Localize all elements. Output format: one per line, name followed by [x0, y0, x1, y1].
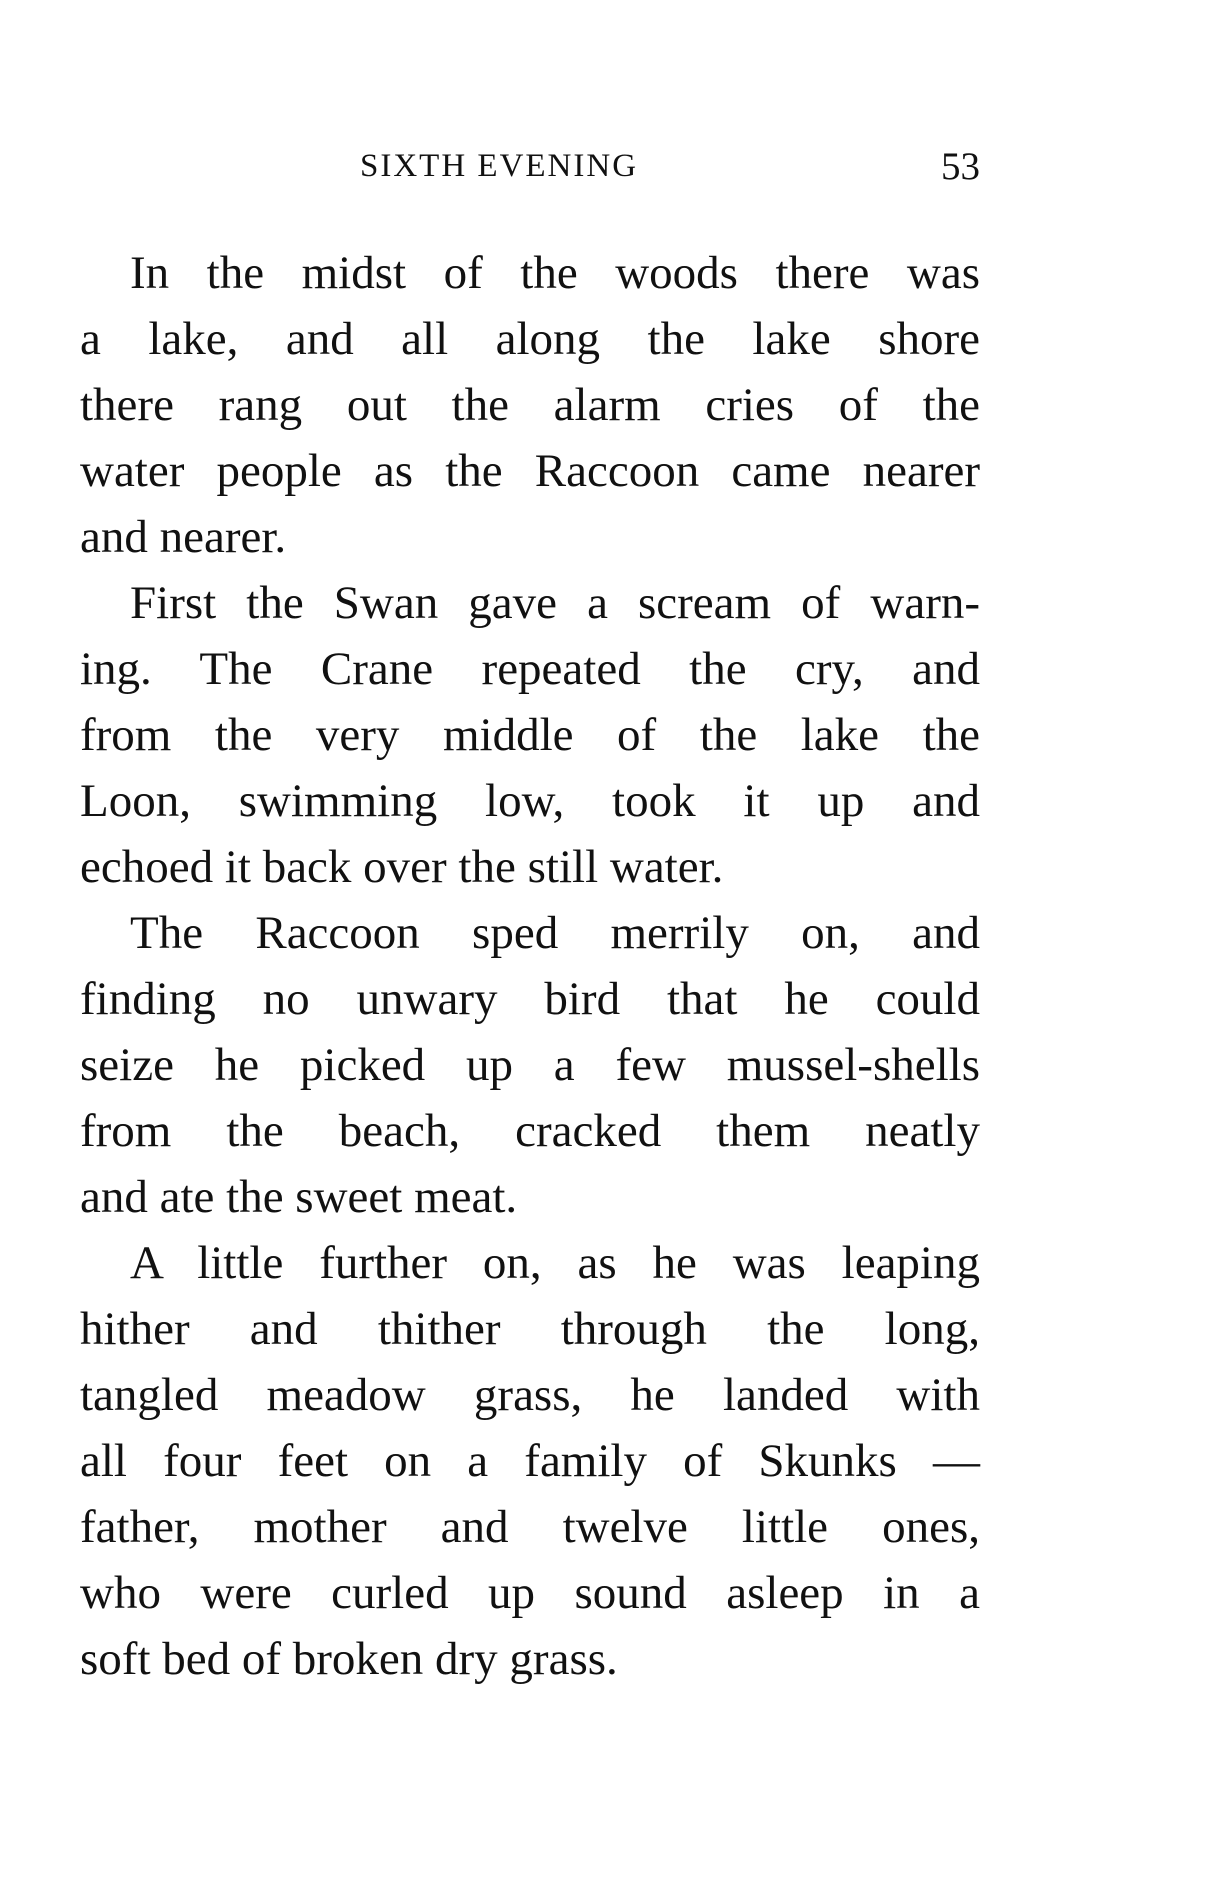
text-line: from the beach, cracked them neatly: [80, 1105, 980, 1157]
text-line: hither and thither through the long,: [80, 1303, 980, 1355]
text-line: Loon, swimming low, took it up and: [80, 775, 980, 827]
text-line: A little further on, as he was leaping: [130, 1237, 980, 1289]
text-line: In the midst of the woods there was: [130, 247, 980, 299]
text-line: First the Swan gave a scream of warn-: [130, 577, 980, 629]
running-head: [80, 145, 980, 198]
paragraph-1: [80, 240, 980, 570]
paragraph-2: [80, 570, 980, 900]
text-line: father, mother and twelve little ones,: [80, 1501, 980, 1553]
text-line: all four feet on a family of Skunks —: [80, 1435, 980, 1487]
text-line: ing. The Crane repeated the cry, and: [80, 643, 980, 695]
text-line: seize he picked up a few mussel-shells: [80, 1039, 980, 1091]
body-text: [80, 240, 980, 1692]
text-line: from the very middle of the lake the: [80, 709, 980, 761]
text-line: and nearer.: [80, 511, 287, 563]
paragraph-3: [80, 900, 980, 1230]
text-line: who were curled up sound asleep in a: [80, 1567, 980, 1619]
paragraph-4: [80, 1230, 980, 1692]
page-number: 53: [941, 145, 980, 188]
text-line: water people as the Raccoon came nearer: [80, 445, 980, 497]
text-line: a lake, and all along the lake shore: [80, 313, 980, 365]
text-line: The Raccoon sped merrily on, and: [130, 907, 980, 959]
text-line: and ate the sweet meat.: [80, 1171, 518, 1223]
text-line: echoed it back over the still water.: [80, 841, 724, 893]
text-line: soft bed of broken dry grass.: [80, 1633, 618, 1685]
running-title: SIXTH EVENING: [360, 148, 639, 184]
text-line: finding no unwary bird that he could: [80, 973, 980, 1025]
text-line: tangled meadow grass, he landed with: [80, 1369, 980, 1421]
text-line: there rang out the alarm cries of the: [80, 379, 980, 431]
